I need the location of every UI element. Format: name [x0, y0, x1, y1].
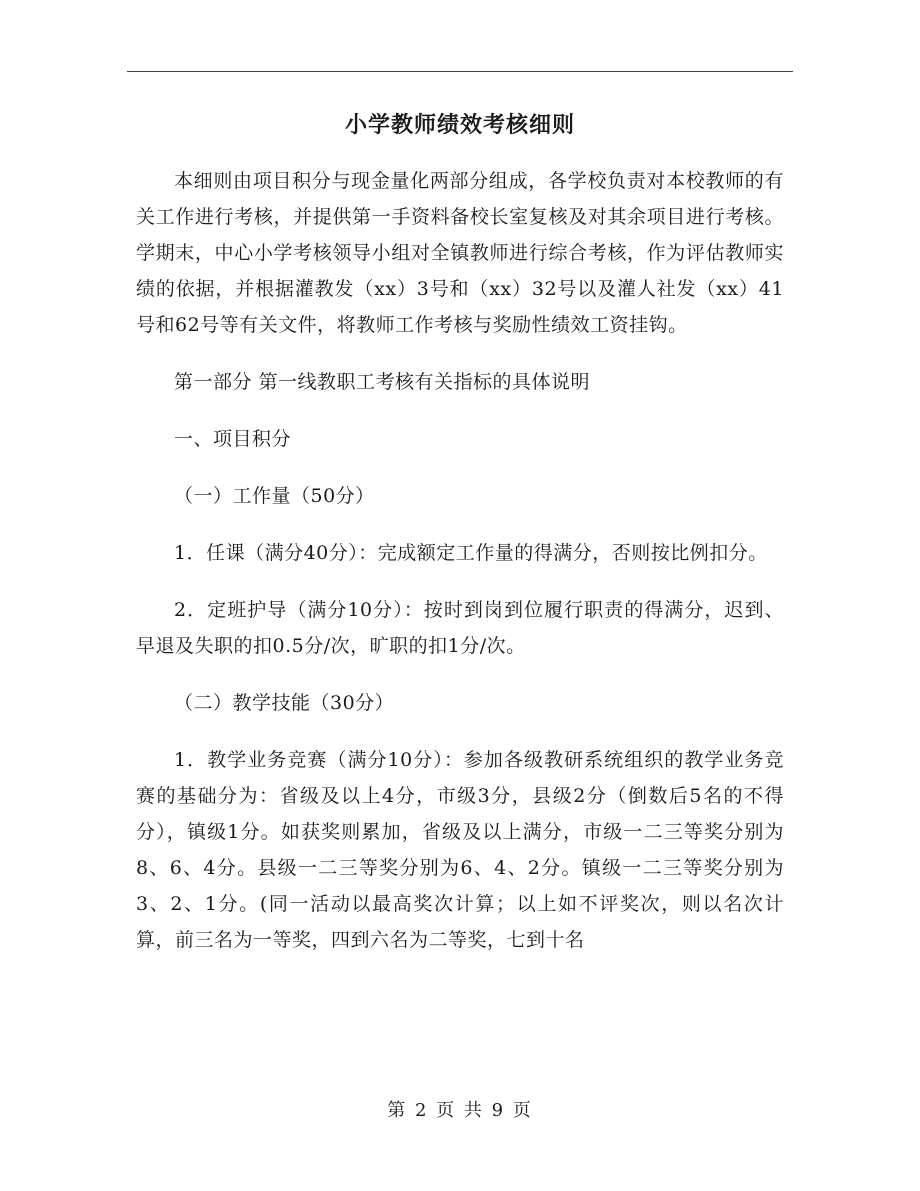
- section-heading-project-points: 一、项目积分: [174, 428, 292, 450]
- intro-paragraph: 本细则由项目积分与现金量化两部分组成，各学校负责对本校教师的有关工作进行考核，并提供第一手资料备校长室复核及对其余项目进行考核。学期末，中心小学考核领导小组对全镇教师进行综合考核，作为评估教师实绩的依据，并根据灌教发（xx）3号和（xx）32号以及灌人社发（xx）41号和62号等有关文件，将教师工作考核与奖励性绩效工资挂钩。: [136, 170, 784, 336]
- subsection-heading-workload: （一）工作量（50分）: [174, 485, 375, 507]
- item-class-patrol: 2．定班护导（满分10分）：按时到岗到位履行职责的得满分，迟到、早退及失职的扣0.5分/次，旷职的扣1分/次。: [136, 599, 784, 657]
- subsection-heading-teaching-skills: （二）教学技能（30分）: [174, 692, 395, 714]
- item-teaching-duty: 1．任课（满分40分）：完成额定工作量的得满分，否则按比例扣分。: [174, 542, 768, 564]
- document-body: [136, 163, 784, 958]
- document-title: 小学教师绩效考核细则: [344, 112, 575, 138]
- item-teaching-competition: 1．教学业务竞赛（满分10分）：参加各级教研系统组织的教学业务竞赛的基础分为：省级及以上4分，市级3分，县级2分（倒数后5名的不得分），镇级1分。如获奖则累加，省级及以上满分，市级一二三等奖分别为8、6、4分。县级一二三等奖分别为6、4、2分。镇级一二三等奖分别为3、2、1分。(同一活动以最高奖次计算；以上如不评奖次，则以名次计算，前三名为一等奖，四到六名为二等奖，七到十名: [136, 749, 784, 951]
- header-rule: [127, 71, 793, 72]
- page-number: 第 2 页 共 9 页: [387, 1100, 533, 1121]
- part-one-heading: 第一部分 第一线教职工考核有关指标的具体说明: [174, 371, 591, 393]
